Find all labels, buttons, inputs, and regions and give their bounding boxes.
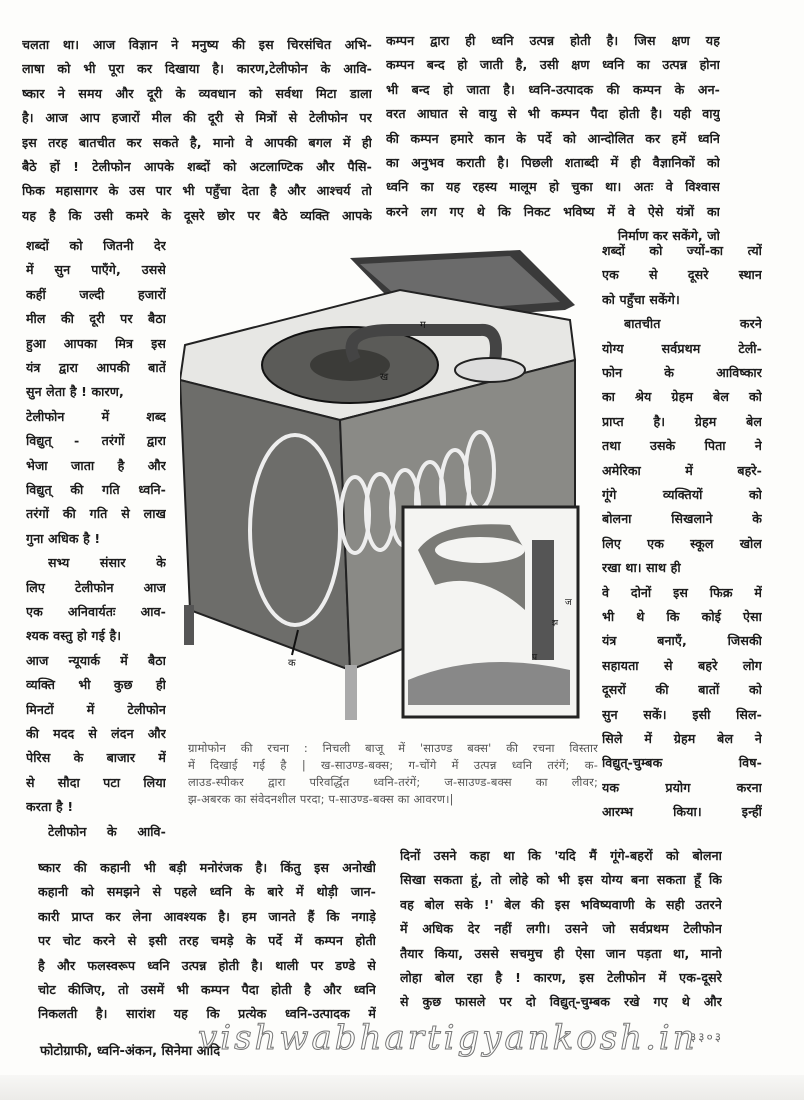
text-line: टेलीफोन के आवि- bbox=[48, 823, 166, 839]
text-line: ग्रामोफोन की रचना : निचली बाजू में 'साउण्ड बक्स' की रचना विस्तार bbox=[188, 741, 598, 755]
text-line: को पहुँचा सकेंगे। bbox=[602, 291, 680, 307]
figure-label-k: क bbox=[288, 658, 296, 669]
text-line: बातचीत करने bbox=[624, 316, 762, 332]
text-line: शब्दों को ज्यों-का त्यों bbox=[602, 243, 762, 258]
text-line: टेलीफोन में शब्द bbox=[26, 408, 166, 424]
text-line: में अधिक देर नहीं लगी। उसने जो सर्वप्रथम टेलीफोन bbox=[400, 921, 722, 937]
running-footer: फोटोग्राफी, ध्वनि-अंकन, सिनेमा आदि bbox=[40, 1044, 221, 1059]
text-line: से सौदा पटा लिया bbox=[26, 774, 166, 790]
text-line: लाषा को भी पूरा कर दिखाया है। कारण,टेलीफोन के आवि- bbox=[22, 61, 372, 77]
text-line: लोहा बोल रहा है ! कारण, इस टेलीफोन में एक-दूसरे bbox=[400, 970, 722, 985]
text-line: भेजा जाता है और bbox=[26, 457, 166, 473]
text-line: लिए टेलीफोन आज bbox=[26, 579, 166, 595]
text-line: सहायता से बहरे लोग bbox=[602, 657, 762, 673]
text-line: यह है कि उसी कमरे के दूसरे छोर पर बैठे व्यक्ति आपके bbox=[22, 207, 372, 223]
text-line: फोन के आविष्कार bbox=[602, 365, 762, 380]
text-line: मील की दूरी पर बैठा bbox=[26, 311, 166, 327]
text-line: कारी प्राप्त कर लेना आवश्यक है। हम जानते हैं कि नगाड़े bbox=[38, 908, 376, 924]
watermark: vishwabhartigyankosh.in bbox=[198, 1018, 698, 1058]
figure-label-j: ज bbox=[565, 598, 572, 608]
text-line: गूंगे व्यक्तियों को bbox=[602, 487, 762, 502]
text-line: फिक महासागर के उस पार भी पहुँचा देता है और आश्चर्य तो bbox=[22, 183, 372, 199]
text-line: लिए एक स्कूल खोल bbox=[602, 535, 762, 551]
text-line: कम्पन द्वारा ही ध्वनि उत्पन्न होती है। जिस क्षण यह bbox=[386, 33, 720, 48]
text-line: का श्रेय ग्रेहम बेल को bbox=[602, 389, 762, 405]
text-line: सुन लेता है ! कारण, bbox=[26, 384, 124, 400]
text-line: कम्पन बन्द हो जाती है, उसी क्षण ध्वनि का उत्पन्न होना bbox=[386, 57, 720, 73]
text-line: है और फलस्वरूप ध्वनि उत्पन्न होती है। थाली पर डण्डे से bbox=[38, 957, 376, 973]
text-line: सिले में ग्रेहम बेल ने bbox=[602, 731, 762, 746]
text-line: तैयार किया, उससे सचमुच ही ऐसा जान पड़ता था, मानो bbox=[400, 945, 722, 961]
figure-label-jh: झ bbox=[552, 618, 559, 627]
text-line: है। आज आप हजारों मील की दूरी से मित्रों से टेलीफोन पर bbox=[22, 110, 372, 126]
text-line: पर चोट करने से इसी तरह चमड़े के पर्दे में कम्पन होती bbox=[38, 933, 376, 949]
sound-box-inset bbox=[403, 507, 578, 717]
text-line: ध्वनि का यह रहस्य मालूम हो चुका था। अतः वे विश्वास bbox=[386, 179, 720, 195]
text-line: दूसरों की बातों को bbox=[602, 682, 762, 698]
text-line: तथा उसके पिता ने bbox=[602, 438, 762, 454]
text-line: कहानी को समझने से पहले ध्वनि के बारे में थोड़ी जान- bbox=[38, 884, 376, 900]
text-line: विद्युत् की गति ध्वनि- bbox=[26, 482, 166, 497]
text-line: एक अनिवार्यतः आव- bbox=[26, 604, 166, 619]
text-line: श्यक वस्तु हो गई है। bbox=[26, 628, 122, 644]
text-line: भी बन्द हो जाता है। ध्वनि-उत्पादक की कम्पन के अन- bbox=[386, 81, 720, 97]
figure-label-p: प bbox=[532, 653, 538, 663]
text-line: में दिखाई गई है | ख-साउण्ड-बक्स; ग-चोंगे में उत्पन्न ध्वनि तरंगें; क- bbox=[188, 758, 598, 772]
text-line: व्यक्ति भी कुछ ही bbox=[26, 677, 166, 693]
text-line: ष्कार ने समय और दूरी के व्यवधान को सर्वथा मिटा डाला bbox=[22, 85, 372, 101]
text-line: वरत आघात से वायु से भी कम्पन पैदा होती है। यही वायु bbox=[386, 106, 720, 122]
text-line: में सुन पाएँगे, उससे bbox=[26, 262, 166, 278]
text-line: कहीं जल्दी हजारों bbox=[26, 286, 166, 302]
gramophone-illustration bbox=[180, 250, 580, 720]
figure-label-g: ग bbox=[420, 320, 426, 331]
page-number: ३३०३ bbox=[690, 1030, 723, 1044]
figure-label-kh: ख bbox=[380, 372, 389, 383]
text-line: निकलती है। सारांश यह कि प्रत्येक ध्वनि-उत्पादक में bbox=[38, 1006, 376, 1022]
text-line: सभ्य संसार के bbox=[48, 555, 166, 571]
text-line: तरंगों की गति से लाख bbox=[26, 506, 166, 522]
text-line: प्राप्त है। ग्रेहम बेल bbox=[602, 413, 762, 429]
text-line: विद्युत् - तरंगों द्वारा bbox=[26, 433, 166, 449]
text-line: गुना अधिक है ! bbox=[26, 530, 101, 546]
text-line: करता है ! bbox=[26, 799, 74, 815]
text-line: शब्दों को जितनी देर bbox=[26, 238, 166, 253]
text-line: आरम्भ किया। इन्हीं bbox=[602, 804, 762, 820]
text-line: चलता था। आज विज्ञान ने मनुष्य की इस चिरसंचित अभि- bbox=[22, 37, 372, 52]
text-line: यंत्र द्वारा आपकी बातें bbox=[26, 360, 166, 375]
text-line: भी थे कि कोई ऐसा bbox=[602, 609, 762, 624]
text-line: बैठे हों ! टेलीफोन आपके शब्दों को अटलाण्टिक और पैसि- bbox=[22, 159, 372, 174]
text-line: से कुछ फासले पर दो विद्युत्-चुम्बक रखे गए थे और bbox=[400, 994, 722, 1010]
text-line: अमेरिका में बहरे- bbox=[602, 462, 762, 478]
text-line: वे दोनों इस फिक्र में bbox=[602, 584, 762, 600]
text-line: एक से दूसरे स्थान bbox=[602, 267, 762, 283]
text-line: मिनटों में टेलीफोन bbox=[26, 701, 166, 717]
text-line: पेरिस के बाजार में bbox=[26, 750, 166, 766]
text-line: विद्युत्-चुम्बक विष- bbox=[602, 755, 762, 771]
text-line: आज न्यूयार्क में बैठा bbox=[26, 652, 166, 668]
text-line: निर्माण कर सकेंगे, जो bbox=[617, 228, 720, 244]
text-line: चोट कीजिए, तो उसमें भी कम्पन पैदा होती है और ध्वनि bbox=[38, 982, 376, 997]
text-line: करने लग गए थे कि निकट भविष्य में वे ऐसे यंत्रों का bbox=[386, 203, 720, 219]
text-line: यंत्र बनाएँ, जिसकी bbox=[602, 633, 762, 649]
text-line: ष्कार की कहानी भी बड़ी मनोरंजक है। किंतु इस अनोखी bbox=[38, 860, 376, 875]
text-line: हुआ आपका मित्र इस bbox=[26, 335, 166, 351]
text-line: की मदद से लंदन और bbox=[26, 726, 166, 741]
text-line: योग्य सर्वप्रथम टेली- bbox=[602, 340, 762, 356]
text-line: सिखा सकता हूं, तो लोहे को भी इस योग्य बना सकता हूँ कि bbox=[400, 872, 722, 888]
text-line: की कम्पन हमारे कान के पर्दे को आन्दोलित कर हमें ध्वनि bbox=[386, 130, 720, 146]
text-line: लाउड-स्पीकर द्वारा परिवर्द्धित ध्वनि-तरंगें; ज-साउण्ड-बक्स का लीवर; bbox=[188, 775, 598, 789]
text-line: इस तरह बातचीत कर सकते है, मानो वे आपकी बगल में ही bbox=[22, 134, 372, 150]
text-line: बोलना सिखलाने के bbox=[602, 511, 762, 527]
text-line: दिनों उसने कहा था कि 'यदि मैं गूंगे-बहरों को बोलना bbox=[400, 848, 722, 863]
text-line: सुन सकें। इसी सिल- bbox=[602, 706, 762, 722]
text-line: का अनुभव कराती है। पिछली शताब्दी में ही वैज्ञानिकों को bbox=[386, 155, 720, 170]
text-line: यक प्रयोग करना bbox=[602, 779, 762, 795]
text-line: वह बोल सके !' बेल की इस भविष्यवाणी के सही उतरने bbox=[400, 896, 722, 912]
text-line: झ-अबरक का संवेदनशील परदा; प-साउण्ड-बक्स का आवरण।| bbox=[188, 792, 454, 806]
text-line: रखा था। साथ ही bbox=[602, 560, 681, 576]
